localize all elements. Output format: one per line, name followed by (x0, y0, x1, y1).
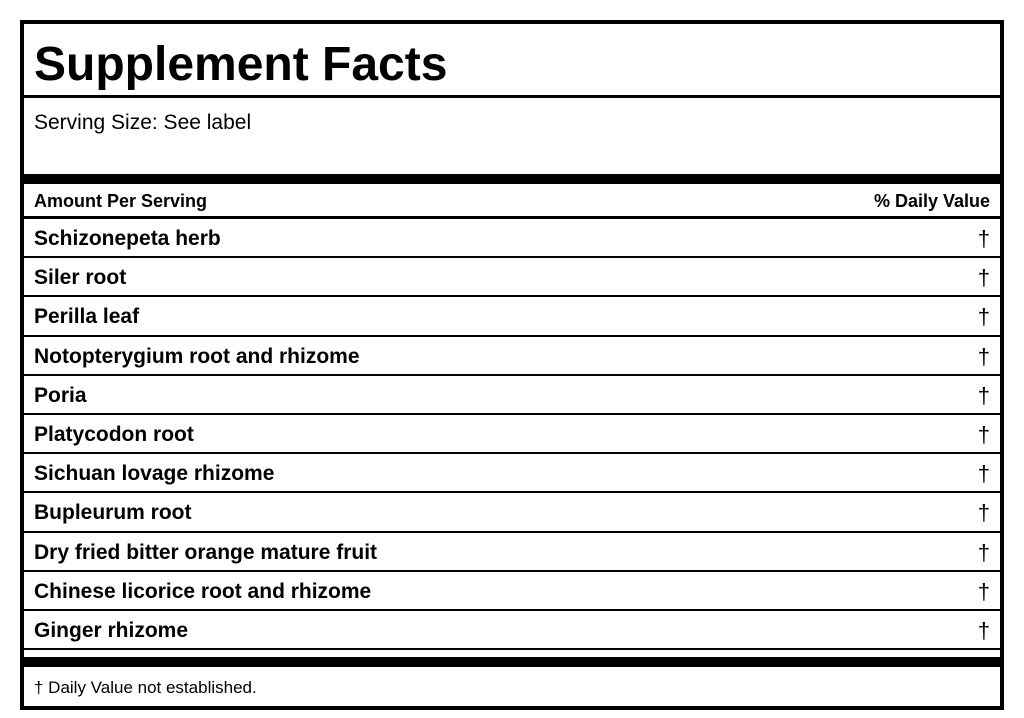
thick-divider-top (24, 174, 1000, 184)
ingredient-daily-value: † (977, 421, 990, 447)
ingredient-daily-value: † (977, 500, 990, 526)
ingredient-daily-value: † (977, 617, 990, 643)
ingredient-row (24, 297, 1000, 336)
ingredient-daily-value: † (977, 461, 990, 487)
ingredient-daily-value: † (977, 343, 990, 369)
ingredient-name: Siler root (34, 266, 127, 290)
ingredient-name: Notopterygium root and rhizome (34, 344, 360, 368)
ingredient-daily-value: † (977, 578, 990, 604)
ingredient-name: Perilla leaf (34, 305, 140, 329)
ingredient-daily-value: † (977, 226, 990, 251)
serving-size-row (24, 98, 1000, 174)
ingredient-row (24, 572, 1000, 611)
label-title: Supplement Facts (34, 38, 448, 91)
ingredient-row (24, 376, 1000, 415)
ingredient-row (24, 219, 1000, 258)
ingredient-name: Sichuan lovage rhizome (34, 462, 275, 486)
daily-value-header: % Daily Value (873, 191, 990, 211)
title-row (24, 24, 1000, 98)
ingredient-row (24, 415, 1000, 454)
ingredient-row (24, 258, 1000, 297)
ingredient-name: Schizonepeta herb (34, 227, 221, 250)
ingredient-row (24, 337, 1000, 376)
serving-size-text: Serving Size: See label (34, 111, 252, 134)
ingredient-name: Dry fried bitter orange mature fruit (34, 540, 378, 564)
ingredient-name: Poria (34, 383, 87, 407)
ingredient-daily-value: † (977, 304, 990, 330)
ingredient-name: Bupleurum root (34, 501, 192, 525)
ingredient-daily-value: † (977, 382, 990, 408)
ingredient-row (24, 454, 1000, 493)
ingredient-list (24, 219, 1000, 650)
ingredient-row (24, 533, 1000, 572)
ingredient-daily-value: † (977, 539, 990, 565)
column-header-row (24, 184, 1000, 219)
thick-divider-bottom (24, 657, 1000, 667)
ingredient-daily-value: † (977, 265, 990, 291)
ingredient-row (24, 493, 1000, 532)
supplement-facts-panel (20, 20, 1004, 710)
amount-per-serving-header: Amount Per Serving (34, 191, 208, 211)
ingredient-name: Ginger rhizome (34, 618, 189, 642)
footnote: † Daily Value not established. (34, 678, 257, 697)
ingredient-row (24, 611, 1000, 650)
ingredient-name: Platycodon root (34, 422, 194, 446)
ingredient-name: Chinese licorice root and rhizome (34, 579, 372, 603)
